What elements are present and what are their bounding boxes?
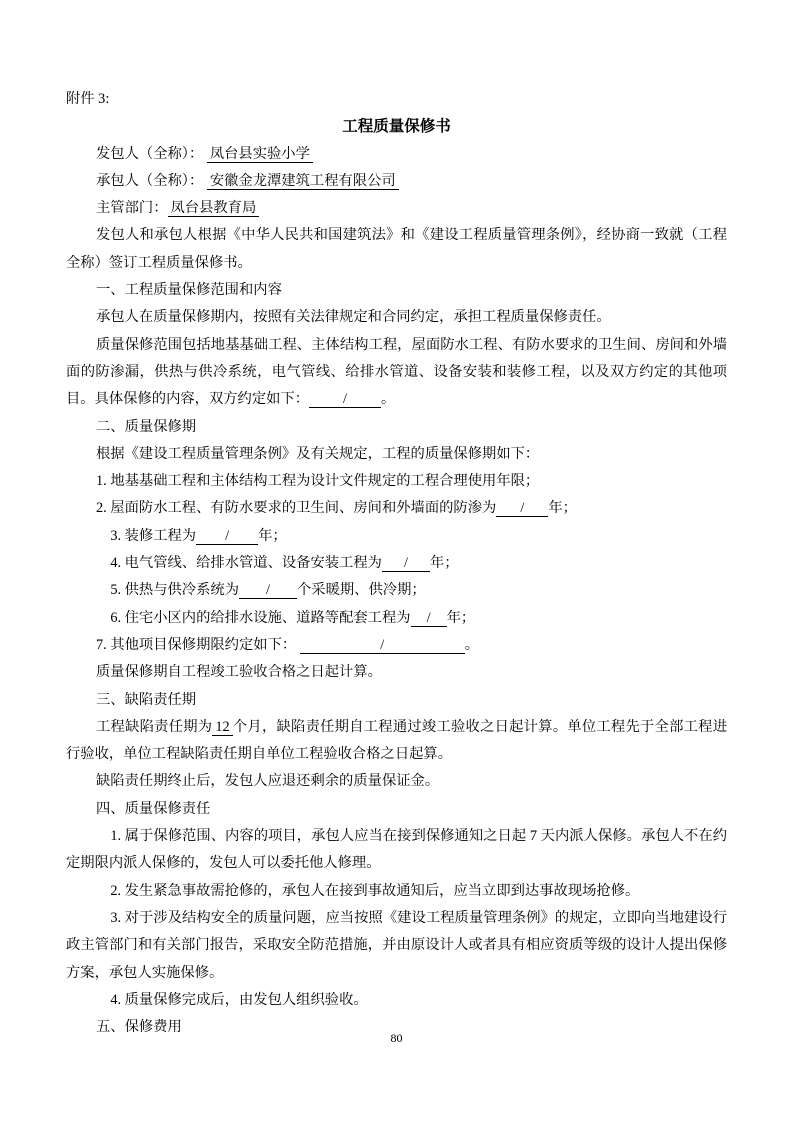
employer-name: 凤台县实验小学	[207, 146, 313, 163]
text-run: 1. 地基基础工程和主体结构工程为设计文件规定的工程合理使用年限；	[96, 473, 540, 490]
text-run: 五、保修费用	[96, 1019, 182, 1036]
text-run: 5. 供热与供冷系统为	[110, 582, 239, 599]
section-four-heading	[66, 796, 727, 823]
other-items-blank: /	[300, 636, 465, 654]
warranty-period-item-3	[66, 523, 727, 550]
warranty-period-item-1	[66, 468, 727, 495]
text-run: 4. 质量保修完成后，由发包人组织验收。	[110, 991, 368, 1008]
defect-liability-paragraph	[66, 714, 727, 769]
text-run: 根据《建设工程质量管理条例》及有关规定，工程的质量保修期如下：	[96, 445, 540, 462]
text-run: 。	[381, 391, 396, 408]
supervising-department-line	[66, 195, 727, 222]
text-run: 3. 对于涉及结构安全的质量问题，应当按照《建设工程质量管理条例》的规定，立即向当地建设行政主管部门和有关部门报告，采取安全防范措施，并由原设计人或者具有相应资质等级的设计人提出保修方案，承包人实施保修。	[66, 909, 727, 981]
text-run: 2. 发生紧急事故需抢修的，承包人在接到事故通知后，应当立即到达事故现场抢修。	[110, 882, 640, 899]
warranty-responsibility-paragraph	[66, 304, 727, 331]
text-run: 1. 属于保修范围、内容的项目，承包人应当在接到保修通知之日起 7 天内派人保修。承包人不在约定期限内派人保修的，发包人可以委托他人修理。	[66, 828, 727, 872]
preamble-paragraph	[66, 222, 727, 277]
page-number: 80	[390, 1031, 403, 1045]
text-run: 3. 装修工程为	[110, 527, 197, 544]
text-run: 6. 住宅小区内的给排水设施、道路等配套工程为	[110, 609, 411, 626]
text-run: 质量保修期自工程竣工验收合格之日起计算。	[96, 664, 382, 681]
employer-line	[66, 141, 727, 168]
section-three-heading	[66, 687, 727, 714]
text-run: 三、缺陷责任期	[96, 691, 197, 708]
section-two-heading	[66, 414, 727, 441]
repair-duty-item-4	[66, 987, 727, 1014]
text-run: 二、质量保修期	[96, 418, 197, 435]
warranty-period-item-5	[66, 577, 727, 604]
warranty-period-item-4	[66, 550, 727, 577]
text-run: 缺陷责任期终止后，发包人应退还剩余的质量保证金。	[96, 773, 440, 790]
defect-liability-months: 12	[212, 719, 232, 736]
repair-duty-item-1	[66, 823, 727, 878]
supervising-department-name: 凤台县教育局	[168, 200, 260, 217]
contractor-name: 安徽金龙潭建筑工程有限公司	[207, 173, 399, 190]
warranty-scope-paragraph	[66, 332, 727, 414]
text-run: 7. 其他项目保修期限约定如下：	[96, 636, 300, 653]
repair-duty-item-3	[66, 905, 727, 987]
installation-years-blank: /	[382, 554, 430, 572]
page-title: 工程质量保修书	[342, 118, 451, 136]
text-run: 个月，缺陷责任期自工程通过竣工验收之日起计算。单位工程先于全部工程进行验收，单位工程缺陷责任期自单位工程验收合格之日起算。	[66, 718, 728, 763]
section-one-heading	[66, 277, 727, 304]
attachment-label: 附件 3:	[66, 91, 110, 107]
defect-liability-refund-note	[66, 768, 727, 795]
warranty-period-start-note	[66, 659, 727, 686]
text-run: 。	[464, 636, 480, 653]
text-run: 发包人和承包人根据《中华人民共和国建筑法》和《建设工程质量管理条例》，经协商一致就（工程全称）签订工程质量保修书。	[66, 227, 727, 271]
decoration-years-blank: /	[196, 527, 258, 545]
warranty-period-item-7	[66, 632, 727, 659]
text-run: 发包人（全称）：	[96, 145, 207, 162]
text-run: 质量保修范围包括地基基础工程、主体结构工程，屋面防水工程、有防水要求的卫生间、房间和外墙面的防渗漏，供热与供冷系统，电气管线、给排水管道、设备安装和装修工程，以及双方约定的其他项目。具体保修的内容，双方约定如下：	[66, 336, 727, 408]
warranty-period-intro	[66, 441, 727, 468]
warranty-period-item-6	[66, 605, 727, 632]
text-run: 承包人在质量保修期内，按照有关法律规定和合同约定，承担工程质量保修责任。	[96, 309, 611, 326]
text-run: 年；	[548, 500, 577, 517]
warranty-period-item-2	[66, 495, 727, 522]
contractor-line	[66, 168, 727, 195]
community-facilities-years-blank: /	[411, 609, 447, 627]
repair-duty-item-2	[66, 878, 727, 905]
document-body	[66, 141, 727, 1042]
heating-cooling-periods-blank: /	[239, 581, 297, 599]
text-run: 年；	[258, 527, 287, 544]
text-run: 承包人（全称）：	[96, 172, 207, 189]
text-run: 主管部门：	[96, 200, 168, 217]
warranty-content-blank: /	[309, 390, 381, 408]
leakage-years-blank: /	[496, 499, 548, 517]
text-run: 个采暖期、供冷期；	[297, 582, 426, 599]
text-run: 一、工程质量保修范围和内容	[96, 282, 282, 299]
text-run: 4. 电气管线、给排水管道、设备安装工程为	[110, 555, 382, 572]
text-run: 年；	[446, 609, 476, 626]
text-run: 工程缺陷责任期为	[96, 718, 213, 735]
text-run: 年；	[429, 555, 459, 572]
text-run: 四、质量保修责任	[96, 800, 211, 817]
text-run: 2. 屋面防水工程、有防水要求的卫生间、房间和外墙面的防渗为	[96, 500, 497, 517]
